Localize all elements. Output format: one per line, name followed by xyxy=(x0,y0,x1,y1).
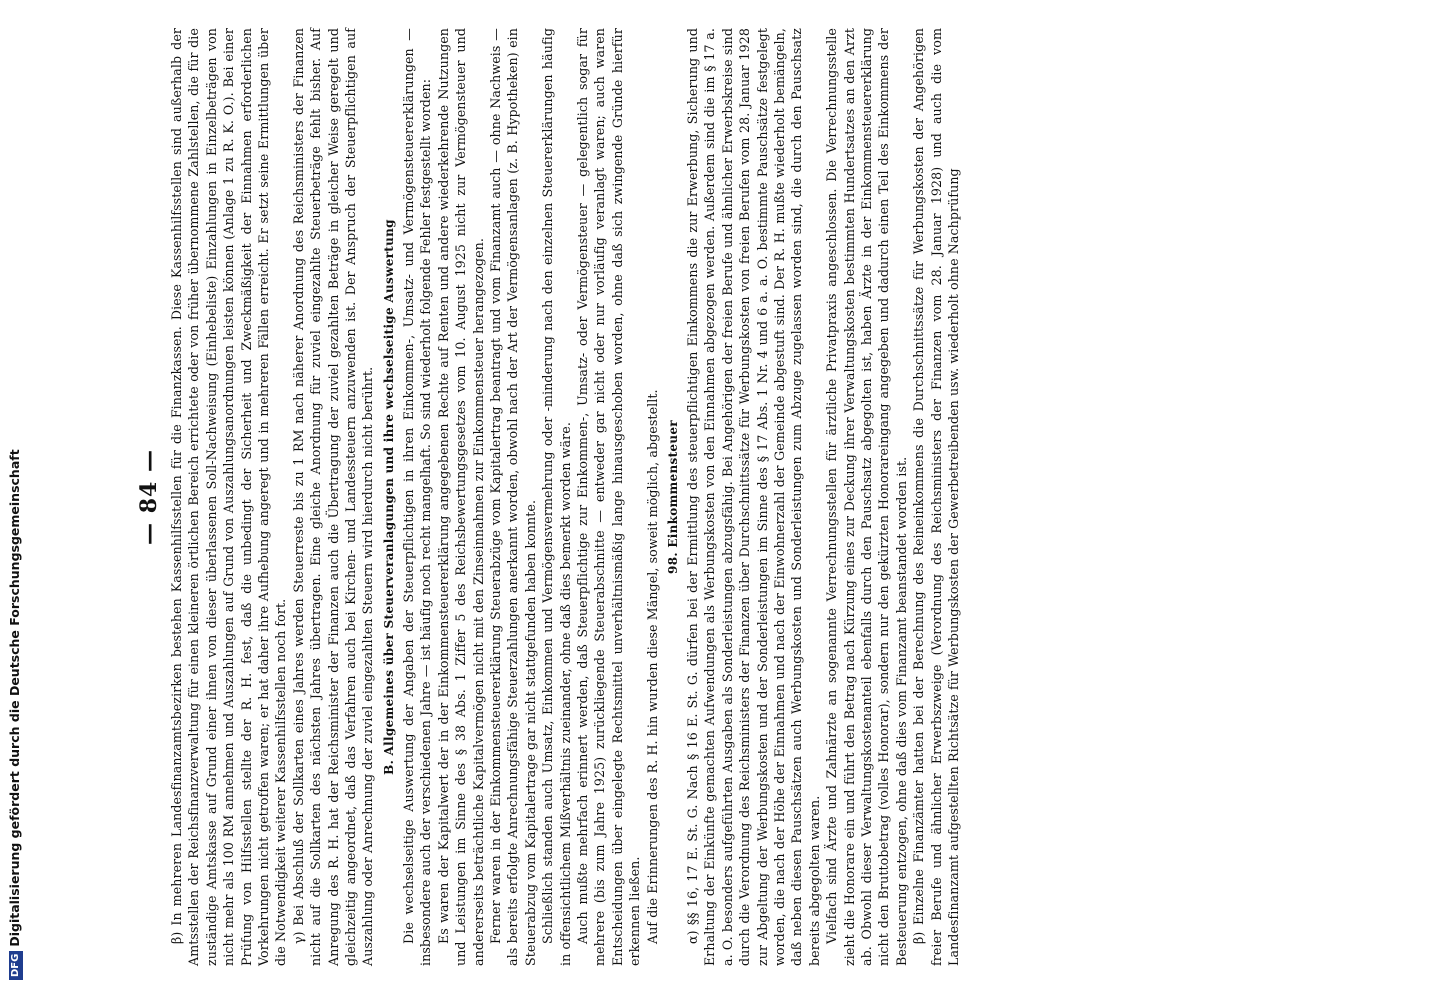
paragraph-alpha-werbungskosten: α) §§ 16, 17 E. St. G. Nach § 16 E. St. G. dürfen bei der Ermittlung des steuerpflichtigen Einkommens die zur Erwerbung, Sicherung und Erhaltung der Einkünfte gemachten Aufwendungen als Werbungskosten von den Einnahmen abgezogen werden. Außerdem sind die im § 17 a. a. O. besonders aufgeführten Ausgaben als Sonderleistungen abzugsfähig. Bei Angehörigen der freien Berufe und ähnlicher Erwerbskreise sind durch die Verordnung des Reichsministers der Finanzen über Durchschnittssätze für Werbungskosten von freien Berufen vom 28. Januar 1928 zur Abgeltung der Werbungskosten und der Sonderleistungen im Sinne des § 17 Abs. 1 Nr. 4 und 6 a. a. O. bestimmte Pauschsätze festgelegt worden, die nach der Höhe der Einnahmen und nach der Einwohnerzahl der Gemeinde abgestuft sind. Der R. H. mußte wiederholt bemängeln, daß neben diesen Pauschsätzen auch Werbungskosten und Sonderleistungen zum Abzuge zugelassen worden sind, die durch den Pauschsatz bereits abgegolten waren. xyxy=(684,28,822,966)
document-page xyxy=(130,0,1305,1000)
paragraph-steuerabzuege: Ferner waren in der Einkommensteuererklärung Steuerabzüge vom Kapitalertrag beantragt und vom Finanzamt auch — ohne Nachweis — als bereits erfolgte Anrechnungsfähige Steuerzahlungen anerkannt worden, obwohl nach der Art der Vermögensanlagen (z. B. Hypotheken) ein Steuerabzug vom Kapitalertrage gar nicht stattgefunden haben konnte. xyxy=(487,28,538,966)
paragraph-kapitalwert: Es waren der Kapitalwert der in der Einkommensteuererklärung angegebenen Rechte auf Renten und andere wiederkehrende Nutzungen und Leistungen im Sinne des § 38 Abs. 1 Ziffer 5 des Reichsbewertungsgesetzes vom 10. August 1925 nicht zur Vermögensteuer und andererseits beträchtliche Kapitalvermögen nicht mit den Zinseinnahmen zur Einkommensteuer herangezogen. xyxy=(435,28,486,966)
paragraph-missverhaeltnis: Schließlich standen auch Umsatz, Einkommen und Vermögensvermehrung oder -minderung nach den einzelnen Steuererklärungen häufig in offensichtlichem Mißverhältnis zueinander, ohne daß dies bemerkt worden wäre. xyxy=(540,28,573,966)
digitization-footer xyxy=(4,0,26,1000)
dfg-logo-icon: DFG xyxy=(9,951,23,980)
paragraph-gamma-sollkarten: γ) Bei Abschluß der Sollkarten eines Jahres werden Steuerreste bis zu 1 RM nach näherer Anordnung des Reichsministers der Finanzen nicht auf die Sollkarten des nächsten Jahres übertragen. Eine gleiche Anordnung für zuviel eingezahlte Steuerbeträge fehlt bisher. Auf Anregung des R. H. hat der Reichsminister der Finanzen auch die Übertragung der zuviel gezahlten Beträge in gleicher Weise geregelt und gleichzeitig angeordnet, daß das Verfahren auch bei Kirchen- und Landessteuern anzuwenden ist. Der Anspruch der Steuerpflichtigen auf Auszahlung oder Anrechnung der zuviel eingezahlten Steuern wird hierdurch nicht berührt. xyxy=(290,28,376,966)
page-number: — 84 — xyxy=(136,449,162,545)
section-heading-98: 98. Einkommensteuer xyxy=(665,420,680,574)
paragraph-veranlagung: Auch mußte mehrfach erinnert werden, daß Steuerpflichtige zur Einkommen-, Umsatz- oder Vermögensteuer — gelegentlich sogar für mehrere (bis zum Jahre 1925) zurückliegende Steuerabschnitte — entweder gar nicht oder nur vorläufig veranlagt waren; auch waren Entscheidungen über eingelegte Rechtsmittel unverhältnismäßig lange hinausgeschoben worden, ohne daß sich zwingende Gründe hierfür erkennen ließen. xyxy=(574,28,643,966)
paragraph-abstellung: Auf die Erinnerungen des R. H. hin wurden diese Mängel, soweit möglich, abgestellt. xyxy=(644,389,660,944)
section-heading-b: B. Allgemeines über Steuerveranlagungen und ihre wechselseitige Auswertung xyxy=(381,219,396,775)
paragraph-beta-finanzaemter: β) Einzelne Finanzämter hatten bei der Berechnung des Reineinkommens die Durchschnittssätze für Werbungskosten der Angehörigen freier Berufe und ähnlicher Erwerbszweige (Verordnung des Reichsministers der Finanzen vom 28. Januar 1928) und auch die vom Landesfinanzamt aufgestellten Richtsätze für Werbungskosten der Gewerbetreibenden usw. wiederholt ohne Nachprüfung xyxy=(911,28,962,966)
paragraph-auswertung-intro: Die wechselseitige Auswertung der Angaben der Steuerpflichtigen in ihren Einkommen-, Umsatz- und Vermögensteuererklärungen — insbesondere auch der verschiedenen Jahre — ist häufig noch recht mangelhaft. So sind wiederholt folgende Fehler festgestellt worden: xyxy=(400,28,434,966)
paragraph-beta-kassenhilfsstellen: β) In mehreren Landesfinanzamtsbezirken bestehen Kassenhilfsstellen für die Finanzkassen. Diese Kassenhilfsstellen sind außerhalb der Amtsstellen der Reichsfinanzverwaltung für einen kleineren örtlichen Bereich errichtete oder von früher übernommene Zahlstellen, die für die zuständige Amtskasse auf Grund einer ihnen von dieser überlassenen Soll-Nachweisung (Einhebeliste) Einzahlungen in Einzelbeträgen von nicht mehr als 100 RM annehmen und Auszahlungen auf Grund von Auszahlungsanordnungen leisten können (Anlage 1 zu R. K. O.). Bei einer Prüfung von Hilfsstellen stellte der R. H. fest, daß die unbedingt der Sicherheit und Zweckmäßigkeit der Einnahmen erforderlichen Vorkehrungen nicht getroffen waren; er hat daher ihre Aufhebung angeregt und in mehreren Fällen erreicht. Er setzt seine Ermittlungen über die Notwendigkeit weiterer Kassenhilfsstellen noch fort. xyxy=(169,28,289,966)
footer-credit-text: Digitalisierung gefördert durch die Deutsche Forschungsgemeinschaft xyxy=(7,449,22,947)
paragraph-verrechnungsstellen: Vielfach sind Ärzte und Zahnärzte an sogenannte Verrechnungsstellen für ärztliche Privatpraxis angeschlossen. Die Verrechnungsstelle zieht die Honorare ein und führt den Betrag nach Kürzung eines zur Deckung ihrer Verwaltungskosten bestimmten Hundertsatzes an den Arzt ab. Obwohl dieser Verwaltungskostenanteil ebenfalls durch den Pauschsatz abgegolten ist, haben Ärzte in der Einkommensteuererklärung nicht den Bruttobetrag (volles Honorar), sondern nur den gekürzten Honorareingang angegeben und dadurch einen Teil des Einkommens der Besteuerung entzogen, ohne daß dies vom Finanzamt beanstandet worden ist. xyxy=(824,28,909,966)
